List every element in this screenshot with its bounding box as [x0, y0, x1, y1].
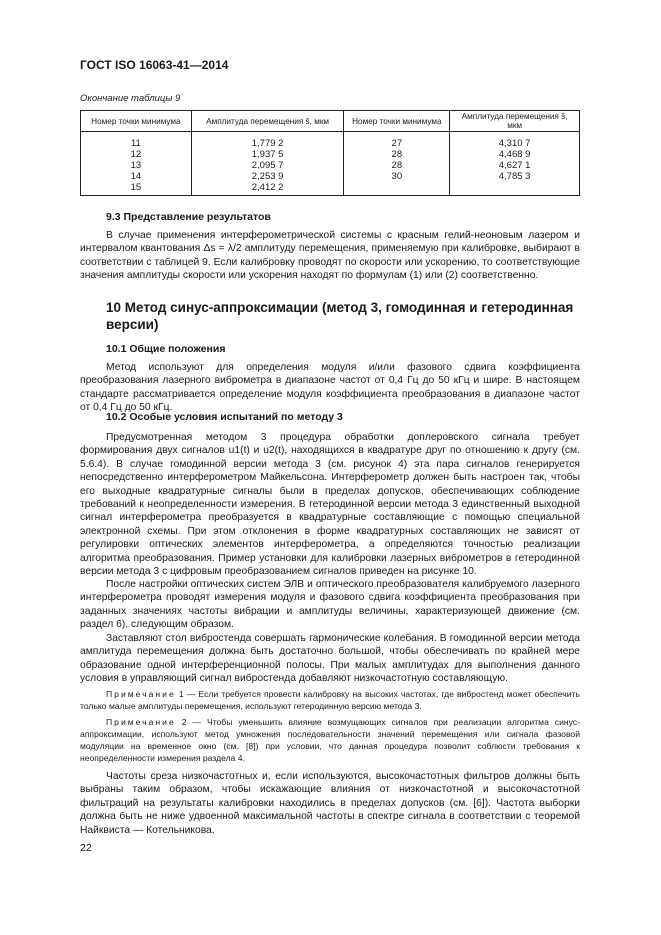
table-header: Амплитуда перемещения ŝ, мкм — [450, 111, 580, 132]
paragraph: После настройки оптических систем ЭЛВ и оптического преобразователя калибруемого лазерного интерферометра проводят измерения модуля и фазового сдвига коэффициента преобразования при заданных значениях частоты вибрации и амплитуды величины, характеризующей движение (см. раздел 6), следующим образом. — [80, 579, 580, 631]
table-cell: 2,253 9 — [191, 171, 344, 182]
table-header: Номер точки минимума — [81, 111, 192, 132]
table-cell: 30 — [344, 171, 450, 182]
section-10-title: 10 Метод синус-аппроксимации (метод 3, гомодинная и гетеродинная версии) — [106, 300, 574, 332]
table-cell — [344, 182, 450, 196]
table-cell: 28 — [344, 149, 450, 160]
paragraph: Заставляют стол вибростенда совершать гармонические колебания. В гомодинной версии метода амплитуда перемещения должна быть достаточно большой, чтобы обеспечивать по крайней мере образование одной интерференционной полосы. При малых амплитудах для выполнения данного условия в управляющий сигнал вибростенда добавляют низкочастотную составляющую. — [80, 633, 580, 685]
table-caption: Окончание таблицы 9 — [80, 93, 181, 104]
table-cell: 27 — [344, 132, 450, 150]
note-1 — [80, 688, 580, 712]
paragraph: Частоты среза низкочастотных и, если используются, высокочастотных фильтров должны быть выбраны таким образом, чтобы искажающие влияния от низкочастотной и высокочастотной фильтраций на результаты калибровки находились в пределах допусков (см. [6]). Частота выборки должна быть не ниже удвоенной максимальной частоты в спектре сигнала в соответствии с теоремой Найквиста — Котельникова. — [80, 771, 580, 836]
table-cell: 4,310 7 — [450, 132, 580, 150]
table-cell: 15 — [81, 182, 192, 196]
table-row — [81, 160, 580, 171]
table-cell: 13 — [81, 160, 192, 171]
note-label: Примечание — [106, 689, 176, 699]
table-row — [81, 171, 580, 182]
table-cell: 11 — [81, 132, 192, 150]
document-header: ГОСТ ISO 16063-41—2014 — [80, 58, 229, 72]
section-10-1-title: 10.1 Общие положения — [106, 343, 226, 355]
paragraph: Предусмотренная методом 3 процедура обработки доплеровского сигнала требует формирования двух сигналов u1(t) и u2(t), находящихся в квадратуре друг по отношению к другу (см. 5.6.4). В случае гомодинной версии метода 3 (см. рисунок 4) эта пара сигналов генерируется непосредственно интерферометром Майкельсона. Интерферометр должен быть настроен так, чтобы его выходные квадратурные сигналы были в пределах допусков, обеспечивающих соблюдение требований к неопределенности измерения. В гетеродинной версии метода 3 единственный выходной сигнал интерферометра преобразуется в квадратурные составляющие с помощью специальной электронной схемы. При этом отклонения в форме квадратурных составляющих не зависят от регулировки оптических элементов интерферометра, а определяются точностью реализации алгоритма преобразования. Пример установки для калибровки лазерных виброметров в гетеродинной версии метода 3 с цифровым преобразованием сигналов приведен на рисунке 10. — [80, 432, 580, 578]
page-number: 22 — [80, 842, 92, 854]
table-row — [81, 132, 580, 150]
table-header: Амплитуда перемещения ŝ, мкм — [191, 111, 344, 132]
table-cell: 1,937 5 — [191, 149, 344, 160]
table-cell — [450, 182, 580, 196]
table-row — [81, 149, 580, 160]
table-cell: 4,468 9 — [450, 149, 580, 160]
table-cell: 2,095 7 — [191, 160, 344, 171]
table-cell: 1,779 2 — [191, 132, 344, 150]
table-cell: 4,627 1 — [450, 160, 580, 171]
note-text: 1 — Если требуется провести калибровку на высоких частотах, где вибростенд может обеспечить только малые амплитуды перемещения, используют гетеродинную версию метода 3. — [80, 689, 580, 711]
section-10-1-text: Метод используют для определения модуля и/или фазового сдвига коэффициента преобразования лазерного виброметра в диапазоне частот от 0,4 Гц до 50 кГц и шире. В настоящем стандарте рассматривается определение модуля коэффициента преобразования в диапазоне частот от 0,4 Гц до 50 кГц. — [80, 362, 580, 414]
table-cell: 14 — [81, 171, 192, 182]
note-2 — [80, 716, 580, 764]
note-text: 2 — Чтобы уменьшить влияние возмущающих сигналов при реализации алгоритма синус-аппроксимации, используют метод умножения последовательности значений перемещения или сигнала фазовой модуляции на временное окно (см. [8]) при условии, что данная процедура позволит соблюсти требования к неопределенности измерения раздела 4. — [80, 717, 580, 763]
section-9-3-title: 9.3 Представление результатов — [106, 211, 271, 223]
note-label: Примечание — [106, 717, 176, 727]
displacement-table — [80, 110, 580, 196]
table-cell: 28 — [344, 160, 450, 171]
section-9-3-text: В случае применения интерферометрической системы с красным гелий-неоновым лазером и интервалом квантования Δs = λ/2 амплитуду перемещения, применяемую при калибровке, выбирают в соответствии с таблицей 9. Если калибровку проводят по скорости или ускорению, то соответствующие значения амплитуды скорости или ускорения находят по формулам (1) или (2) соответственно. — [80, 230, 580, 282]
table-cell: 2,412 2 — [191, 182, 344, 196]
table-row — [81, 182, 580, 196]
table-header: Номер точки минимума — [344, 111, 450, 132]
table-cell: 4,785 3 — [450, 171, 580, 182]
table-cell: 12 — [81, 149, 192, 160]
section-10-2-title: 10.2 Особые условия испытаний по методу 3 — [106, 411, 343, 423]
